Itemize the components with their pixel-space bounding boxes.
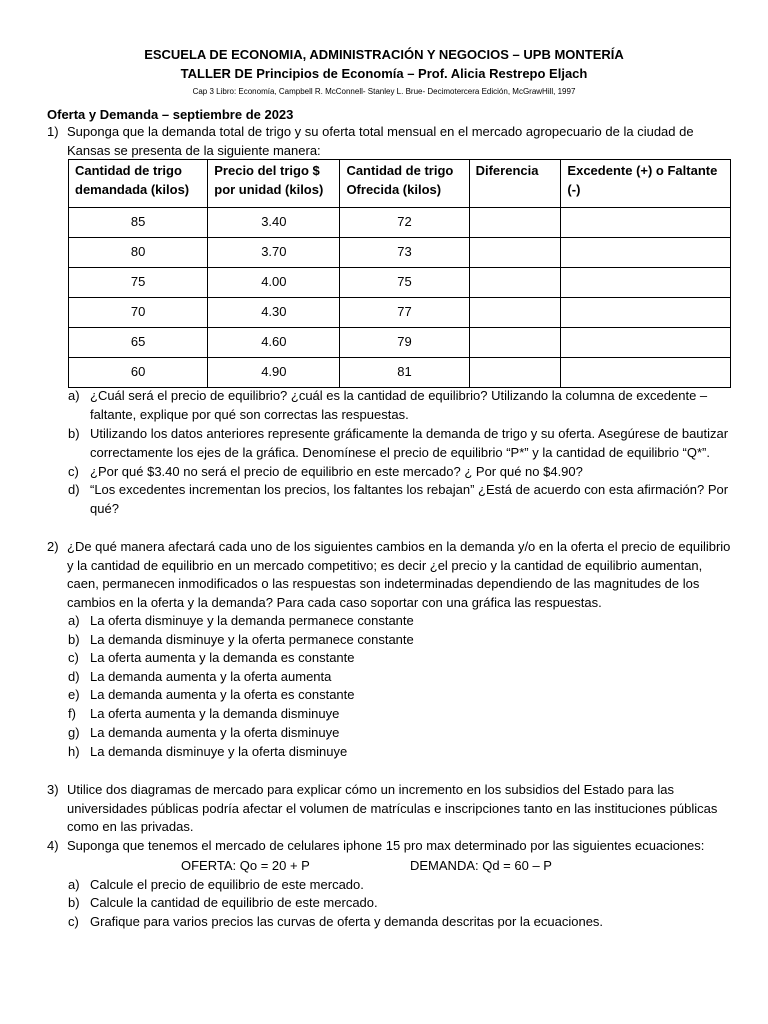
cell-quantity-supplied: 79 — [340, 328, 469, 358]
item-letter: e) — [68, 687, 80, 702]
item-letter: a) — [68, 613, 80, 628]
cell-difference — [469, 208, 561, 238]
col-header-surplus-shortage: Excedente (+) o Faltante (-) — [561, 160, 731, 208]
item-text: La demanda aumenta y la oferta disminuye — [90, 725, 340, 740]
cell-surplus-shortage — [561, 328, 731, 358]
item-text: La oferta aumenta y la demanda disminuye — [90, 706, 340, 721]
cell-surplus-shortage — [561, 358, 731, 388]
question-number: 3) — [47, 782, 59, 797]
cell-quantity-supplied: 75 — [340, 268, 469, 298]
question-number: 1) — [47, 124, 59, 139]
table-row — [69, 358, 731, 388]
q2-item-f — [68, 705, 738, 724]
item-text: La oferta disminuye y la demanda permanece constante — [90, 613, 414, 628]
table-row — [69, 238, 731, 268]
item-text: Grafique para varios precios las curvas de oferta y demanda descritas por la ecuaciones. — [90, 914, 604, 929]
item-letter: c) — [68, 650, 79, 665]
col-header-price: Precio del trigo $ por unidad (kilos) — [208, 160, 340, 208]
cell-price: 4.30 — [208, 298, 340, 328]
cell-surplus-shortage — [561, 298, 731, 328]
q2-item-g — [68, 724, 738, 743]
wheat-market-table — [68, 159, 731, 388]
cell-difference — [469, 298, 561, 328]
cell-quantity-demanded: 85 — [69, 208, 208, 238]
q2-item-h — [68, 743, 738, 762]
q4-item-c — [68, 913, 738, 932]
header-reference: Cap 3 Libro: Economía, Campbell R. McConnell- Stanley L. Brue- Decimotercera Edición, McGrawHill, 1997 — [192, 87, 576, 96]
cell-surplus-shortage — [561, 268, 731, 298]
q2-item-d — [68, 668, 738, 687]
cell-quantity-supplied: 77 — [340, 298, 469, 328]
item-letter: b) — [68, 895, 80, 910]
table-row — [69, 298, 731, 328]
item-text: Calcule el precio de equilibrio de este mercado. — [90, 877, 364, 892]
table-row — [69, 208, 731, 238]
col-header-difference: Diferencia — [469, 160, 561, 208]
item-letter: a) — [68, 877, 80, 892]
q1-item-b — [68, 425, 738, 462]
item-letter: c) — [68, 914, 79, 929]
item-text: La demanda disminuye y la oferta disminuye — [90, 744, 348, 759]
question-number: 4) — [47, 838, 59, 853]
cell-price: 4.60 — [208, 328, 340, 358]
item-text: La oferta aumenta y la demanda es constante — [90, 650, 355, 665]
q2-item-c — [68, 649, 738, 668]
item-text: Calcule la cantidad de equilibrio de este mercado. — [90, 895, 378, 910]
section-title: Oferta y Demanda – septiembre de 2023 — [47, 107, 294, 122]
demand-equation: DEMANDA: Qd = 60 – P — [410, 858, 552, 873]
header-course: TALLER DE Principios de Economía – Prof. Alicia Restrepo Eljach — [180, 66, 588, 81]
item-text: ¿Por qué $3.40 no será el precio de equilibrio en este mercado? ¿ Por qué no $4.90? — [90, 464, 583, 479]
question-text: Suponga que tenemos el mercado de celulares iphone 15 pro max determinado por las siguientes ecuaciones: — [67, 838, 705, 853]
question-2 — [47, 538, 737, 612]
q2-item-e — [68, 686, 738, 705]
q1-item-d — [68, 481, 738, 518]
cell-quantity-demanded: 65 — [69, 328, 208, 358]
cell-price: 4.00 — [208, 268, 340, 298]
question-text: Suponga que la demanda total de trigo y su oferta total mensual en el mercado agropecuario de la ciudad de Kansas se presenta de la siguiente manera: — [67, 124, 694, 158]
cell-surplus-shortage — [561, 238, 731, 268]
cell-difference — [469, 328, 561, 358]
item-letter: b) — [68, 426, 80, 441]
q4-item-a — [68, 876, 738, 895]
item-letter: c) — [68, 464, 79, 479]
cell-surplus-shortage — [561, 208, 731, 238]
col-header-quantity-demanded: Cantidad de trigo demandada (kilos) — [69, 160, 208, 208]
table-header-row — [69, 160, 731, 208]
item-letter: b) — [68, 632, 80, 647]
cell-quantity-supplied: 81 — [340, 358, 469, 388]
cell-difference — [469, 268, 561, 298]
cell-quantity-demanded: 60 — [69, 358, 208, 388]
cell-quantity-demanded: 75 — [69, 268, 208, 298]
question-1 — [47, 123, 737, 160]
cell-price: 3.70 — [208, 238, 340, 268]
col-header-quantity-supplied: Cantidad de trigo Ofrecida (kilos) — [340, 160, 469, 208]
item-text: La demanda disminuye y la oferta permanece constante — [90, 632, 414, 647]
cell-quantity-supplied: 72 — [340, 208, 469, 238]
cell-price: 3.40 — [208, 208, 340, 238]
cell-quantity-demanded: 70 — [69, 298, 208, 328]
cell-quantity-supplied: 73 — [340, 238, 469, 268]
cell-difference — [469, 238, 561, 268]
q2-item-a — [68, 612, 738, 631]
item-text: ¿Cuál será el precio de equilibrio? ¿cuál es la cantidad de equilibrio? Utilizando la columna de excedente – faltante, explique por qué son correctas las respuestas. — [90, 388, 708, 422]
item-letter: d) — [68, 482, 80, 497]
q2-item-b — [68, 631, 738, 650]
item-letter: a) — [68, 388, 80, 403]
item-text: La demanda aumenta y la oferta es constante — [90, 687, 355, 702]
header-school: ESCUELA DE ECONOMIA, ADMINISTRACIÓN Y NEGOCIOS – UPB MONTERÍA — [144, 47, 624, 62]
item-letter: g) — [68, 725, 80, 740]
item-letter: d) — [68, 669, 80, 684]
cell-quantity-demanded: 80 — [69, 238, 208, 268]
q1-item-a — [68, 387, 738, 424]
table-row — [69, 328, 731, 358]
item-text: “Los excedentes incrementan los precios, los faltantes los rebajan” ¿Está de acuerdo con esta afirmación? Por qué? — [90, 482, 729, 516]
question-text: Utilice dos diagramas de mercado para explicar cómo un incremento en los subsidios del Estado para las universidades públicas podría afectar el volumen de matrículas e inscripciones tanto en las instituciones públicas como en las privadas. — [67, 782, 718, 834]
q1-item-c — [68, 463, 738, 482]
item-text: La demanda aumenta y la oferta aumenta — [90, 669, 332, 684]
item-text: Utilizando los datos anteriores represente gráficamente la demanda de trigo y su oferta. Asegúrese de bautizar correctamente los ejes de la gráfica. Denomínese el precio de equilibrio “P*” y la cantidad de equilibrio “Q*”. — [90, 426, 729, 460]
item-letter: f) — [68, 706, 76, 721]
question-number: 2) — [47, 539, 59, 554]
cell-difference — [469, 358, 561, 388]
table-row — [69, 268, 731, 298]
question-4 — [47, 837, 737, 856]
question-3 — [47, 781, 737, 837]
q4-item-b — [68, 894, 738, 913]
supply-equation: OFERTA: Qo = 20 + P — [181, 858, 310, 873]
item-letter: h) — [68, 744, 80, 759]
question-text: ¿De qué manera afectará cada uno de los siguientes cambios en la demanda y/o en la oferta el precio de equilibrio y la cantidad de equilibrio en un mercado competitivo; es decir ¿el precio y la cantidad de equilibrio aumentan, caen, permanecen inmodificados o las respuestas son indeterminadas dependiendo de las magnitudes de los cambios en la oferta y la demanda? Para cada caso soportar con una gráfica las respuestas. — [67, 539, 731, 610]
cell-price: 4.90 — [208, 358, 340, 388]
